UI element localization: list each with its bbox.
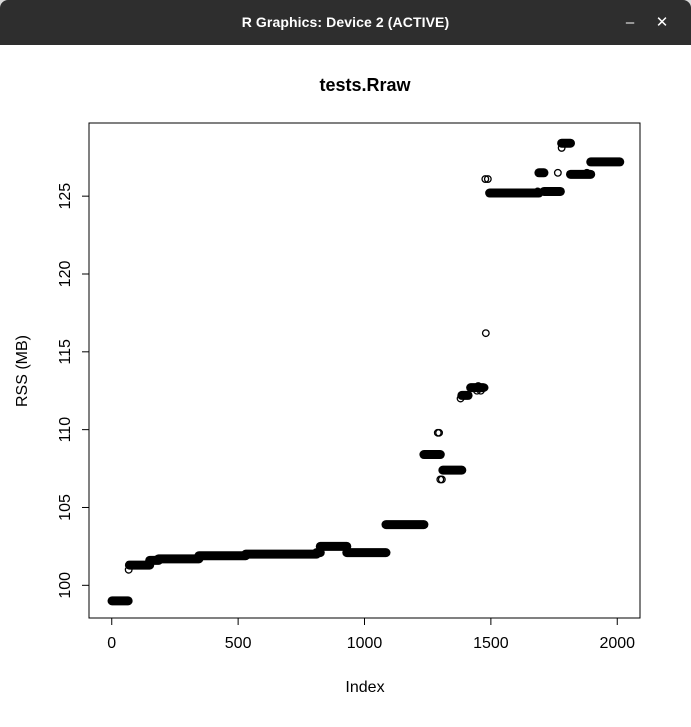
x-axis-label: Index xyxy=(345,679,385,696)
y-tick-label: 115 xyxy=(57,339,74,365)
y-axis xyxy=(57,183,89,599)
data-point xyxy=(483,330,490,337)
y-axis-label: RSS (MB) xyxy=(14,335,31,407)
data-points xyxy=(112,140,620,601)
chart-title: tests.Rraw xyxy=(319,75,411,95)
scatter-chart xyxy=(0,45,691,727)
plot-frame xyxy=(89,123,640,618)
y-tick-label: 105 xyxy=(57,494,74,521)
close-icon: ✕ xyxy=(655,14,669,31)
x-tick-label: 2000 xyxy=(599,635,636,652)
y-tick-label: 110 xyxy=(57,416,74,443)
close-button[interactable] xyxy=(651,12,673,34)
y-tick-label: 125 xyxy=(57,182,74,210)
window-title: R Graphics: Device 2 (ACTIVE) xyxy=(241,14,450,30)
plot-area xyxy=(0,45,691,727)
minimize-button[interactable] xyxy=(619,12,641,34)
x-tick-label: 1500 xyxy=(473,635,509,652)
y-tick-label: 120 xyxy=(57,260,74,288)
x-tick-label: 0 xyxy=(107,635,117,652)
x-tick-label: 1000 xyxy=(346,635,383,652)
x-tick-label: 500 xyxy=(224,635,252,652)
x-axis xyxy=(107,618,635,652)
y-tick-label: 100 xyxy=(57,571,74,599)
minimize-icon: – xyxy=(625,14,635,31)
window-titlebar[interactable] xyxy=(0,0,691,45)
data-point xyxy=(555,170,562,177)
